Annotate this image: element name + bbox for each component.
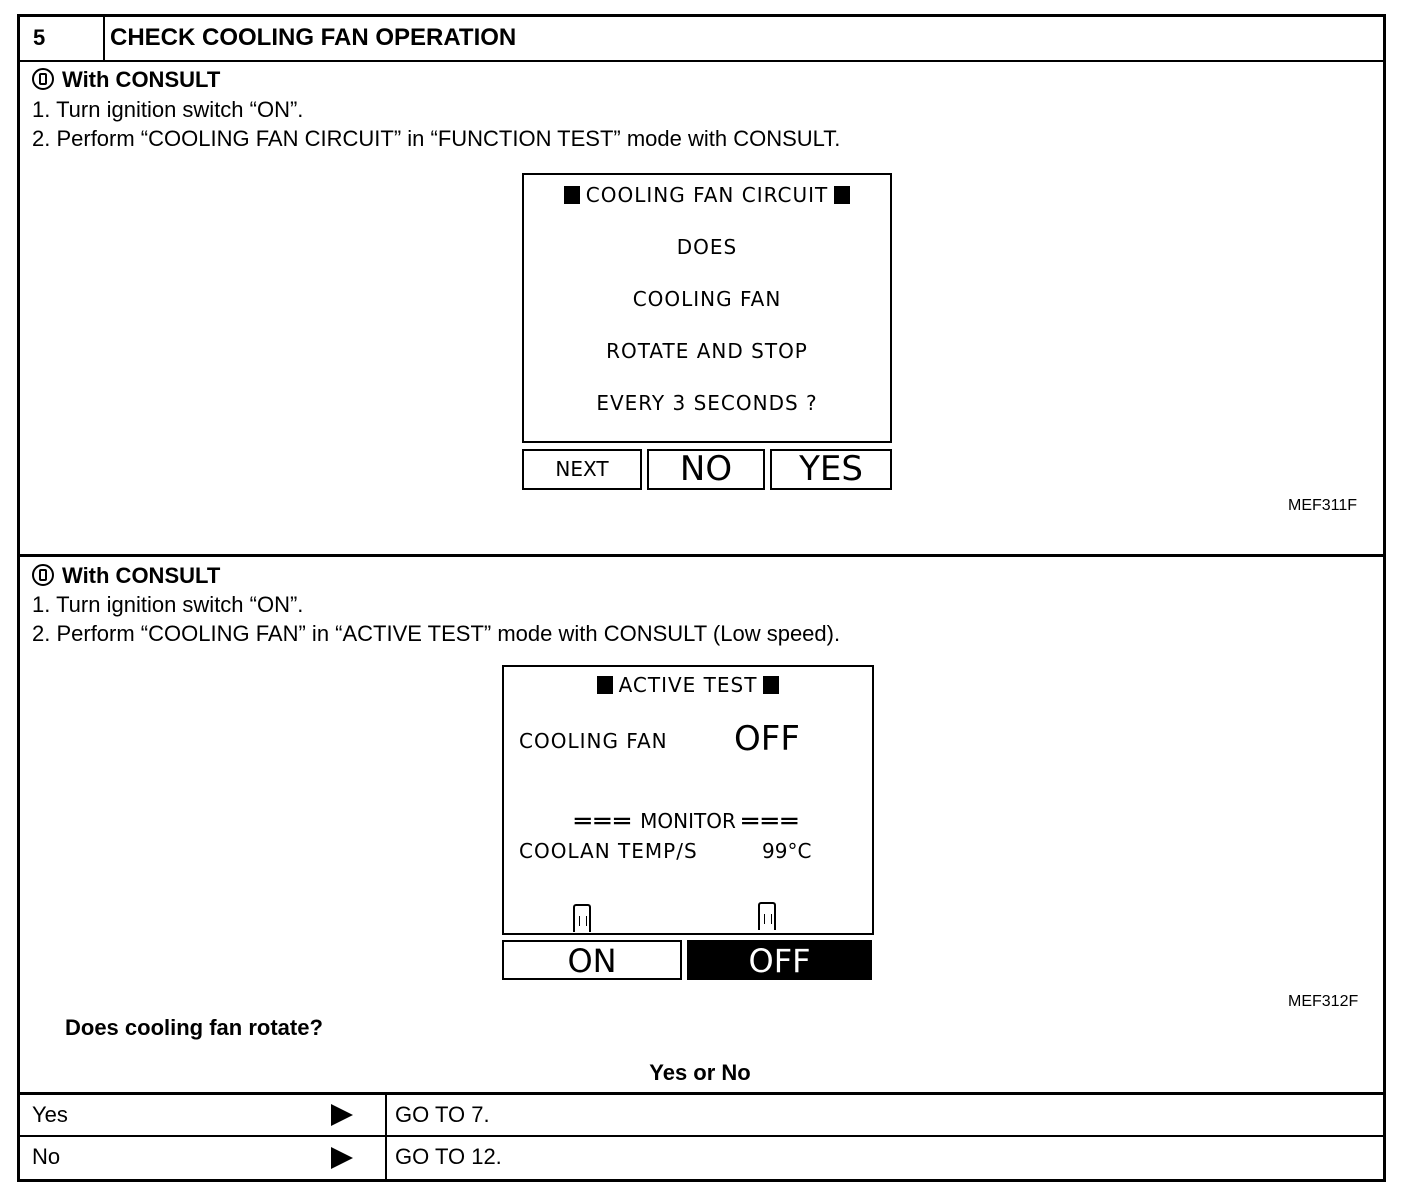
on-button[interactable]: ON — [502, 940, 682, 980]
test-item-value: OFF — [734, 719, 800, 759]
result-answer: Yes — [32, 1102, 68, 1127]
monitor-item-value: 99°C — [762, 839, 812, 863]
yes-button[interactable]: YES — [770, 449, 892, 490]
result-answer: No — [32, 1144, 61, 1169]
consult-icon — [32, 564, 54, 586]
screen-title: COOLING FAN CIRCUIT — [524, 183, 890, 207]
screen-line: COOLING FAN — [632, 287, 782, 311]
result-action: GO TO 7. — [395, 1102, 490, 1127]
answer-header: Yes or No — [649, 1060, 751, 1085]
screen-line: DOES — [676, 235, 738, 259]
section2-heading: With CONSULT — [32, 563, 220, 589]
screen-line: ROTATE AND STOP — [606, 339, 808, 363]
table-row-divider — [17, 1135, 1386, 1137]
function-test-screen — [522, 173, 892, 443]
table-top-border — [17, 1092, 1386, 1095]
section2-step-2: 2. Perform “COOLING FAN” in “ACTIVE TEST” mode with CONSULT (Low speed). — [32, 621, 841, 646]
screen-title: ACTIVE TEST — [504, 673, 872, 697]
active-test-screen — [502, 665, 874, 935]
question: Does cooling fan rotate? — [65, 1015, 323, 1040]
section-divider — [17, 554, 1386, 557]
test-item-label: COOLING FAN — [519, 729, 668, 753]
figure-id: MEF312F — [1288, 993, 1359, 1010]
figure-id: MEF311F — [1288, 497, 1358, 514]
no-button[interactable]: NO — [647, 449, 765, 490]
monitor-item-label: COOLAN TEMP/S — [519, 839, 698, 863]
header-divider — [17, 60, 1386, 62]
arrow-right-icon — [331, 1104, 353, 1126]
step-title: CHECK COOLING FAN OPERATION — [110, 24, 517, 51]
section1-heading: With CONSULT — [32, 67, 220, 93]
section1-step-2: 2. Perform “COOLING FAN CIRCUIT” in “FUNCTION TEST” mode with CONSULT. — [32, 126, 841, 151]
touch-finger-icon — [758, 902, 776, 930]
monitor-header: ═══ MONITOR ═══ — [574, 807, 802, 837]
screen-line: EVERY 3 SECONDS ? — [596, 391, 818, 415]
arrow-right-icon — [331, 1147, 353, 1169]
touch-finger-icon — [573, 904, 591, 932]
section2-step-1: 1. Turn ignition switch “ON”. — [32, 592, 304, 617]
table-column-divider — [385, 1093, 387, 1181]
result-action: GO TO 12. — [395, 1144, 502, 1169]
off-button[interactable]: OFF — [687, 940, 872, 980]
step-number: 5 — [17, 14, 105, 62]
section1-step-1: 1. Turn ignition switch “ON”. — [32, 97, 304, 122]
consult-icon — [32, 68, 54, 90]
next-button[interactable]: NEXT — [522, 449, 642, 490]
